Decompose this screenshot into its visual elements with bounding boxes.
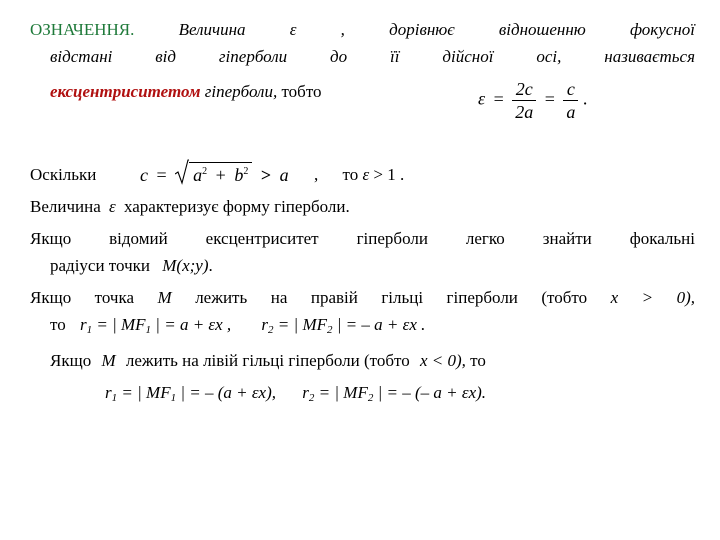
definition-text: Величина [178,20,246,39]
definition-text: гіперболи, [204,82,278,101]
definition-heading: ОЗНАЧЕННЯ. [30,20,135,39]
eccentricity-formula [478,78,587,123]
right-branch-text: Якщо точка [30,288,135,307]
condition: x < 0), [419,351,466,370]
characterizes-text: Величина [30,197,101,216]
subscript: 1 [111,392,118,404]
abs-open: = | [117,383,147,402]
left-branch-formulas [105,382,486,404]
exponent: 2 [202,166,208,177]
r-var: r [302,383,309,402]
since-result [314,164,404,186]
abs-open: = | [314,383,344,402]
right-branch-text: лежить на правій гільці гіперболи (тобто [195,288,588,307]
a-var: a [193,165,203,185]
focal-radii-line-1: Якщо відомий ексцентриситет гіперболи легко знайти фокальні [30,229,695,248]
abs-open: = | [273,315,303,334]
subscript: 1 [170,392,177,404]
formula-equals: = [544,88,555,109]
comma: , [314,165,319,184]
r-var: r [261,315,269,334]
point-M: M [157,288,172,307]
fraction-denominator: 2a [515,102,534,122]
definition-text: тобто [281,82,322,101]
formula-epsilon: ε [478,88,486,109]
r2-formula [302,383,486,402]
rhs: | = – (– a + εx). [373,383,487,402]
right-branch-line-1 [30,287,695,309]
then-word: то [342,165,359,184]
plus: + [215,165,226,185]
definition-line-1 [30,19,695,41]
characterizes-line [30,196,350,218]
definition-text: , дорівнює відношенню фокусної [340,20,696,39]
rhs: | = – (a + εx), [176,383,277,402]
point-M: M [101,351,116,370]
r-var: r [105,383,112,402]
abs-open: = | [92,315,121,334]
r2-formula [261,315,425,334]
fraction-numerator: 2c [515,79,533,99]
mf-var: MF [343,383,368,402]
fraction-c-a [563,78,578,123]
definition-line-3 [50,81,322,103]
radicand [189,162,252,186]
greater-than: > [260,165,272,185]
mf-var: MF [302,315,327,334]
sqrt-sign [175,159,189,185]
result-text: > 1 . [373,165,405,184]
focal-radii-line-2 [50,255,213,277]
definition-line-2: відстані від гіперболи до її дійсної осі, називається [50,47,695,66]
subscript: 2 [268,324,274,336]
focal-radii-text: радіуси точки [50,256,150,275]
left-branch-text: лежить на лівій гільці гіперболи (тобто [125,351,410,370]
since-label: Оскільки [30,165,97,184]
eccentricity-term: ексцентриситетом [50,82,201,101]
fraction-2c-2a [512,78,536,123]
condition: x > 0), [610,288,695,307]
subscript: 2 [327,324,333,336]
formula-equals: = [493,88,504,109]
subscript: 1 [86,324,93,336]
epsilon-symbol: ε [289,20,297,39]
fraction-denominator: a [566,102,576,122]
subscript: 1 [145,324,152,336]
r-var: r [79,315,87,334]
formula-period: . [582,88,588,109]
r1-formula [80,315,235,334]
left-branch-text: Якщо [50,351,92,370]
right-branch-formulas [50,314,425,336]
fraction-numerator: c [566,79,575,99]
epsilon-symbol: ε [362,165,370,184]
sqrt-expression [175,162,252,186]
rhs: | = – a + εx . [332,315,426,334]
mf-var: MF [146,383,171,402]
then-word: то [470,351,486,370]
r1-formula [105,383,280,402]
left-branch-line-1 [50,350,486,372]
mf-var: MF [121,315,146,334]
point-coords: (x;y) [176,256,209,275]
c-var: c [140,165,148,185]
c-formula [140,162,289,186]
then-word: то [50,315,66,334]
b-var: b [234,165,244,185]
subscript: 2 [367,392,374,404]
point-M: M [162,256,177,275]
a-var: a [279,165,289,185]
exponent: 2 [243,166,249,177]
epsilon-symbol: ε [109,197,116,216]
period: . [208,256,213,275]
equals: = [156,165,167,185]
characterizes-text: характеризує форму гіперболи. [123,197,350,216]
rhs: | = a + εx , [151,315,232,334]
subscript: 2 [308,392,315,404]
